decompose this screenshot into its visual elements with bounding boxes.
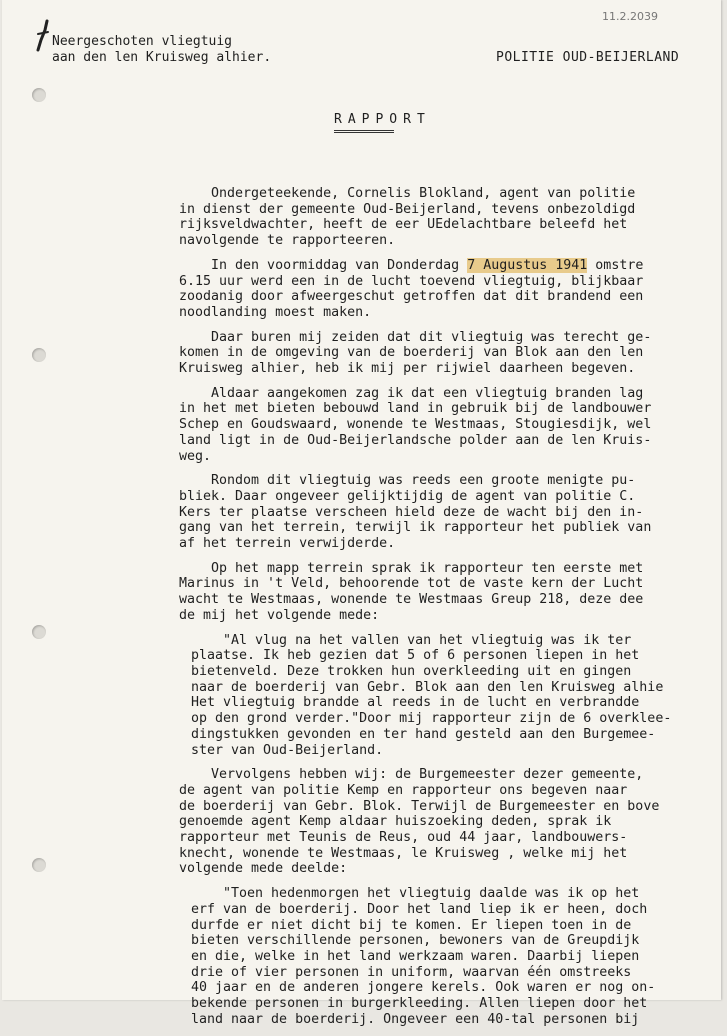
- text-line: bietenveld. Deze trokken hun overkleeding uit en gingen: [191, 663, 632, 679]
- text-line: rijksveldwachter, heeft de eer UEdelachtbare beleefd het: [179, 217, 628, 233]
- text-line: land naar de boerderij. Ongeveer een 40-tal personen bij: [191, 1011, 640, 1027]
- report-paragraph: [179, 561, 699, 624]
- punch-hole: [32, 348, 46, 362]
- text-line: weg.: [179, 448, 212, 464]
- text-line: plaatse. Ik heb gezien dat 5 of 6 personen liepen in het: [191, 648, 640, 664]
- text-line: Het vliegtuig brandde al reeds in de lucht en verbrandde: [191, 695, 640, 711]
- punch-hole: [32, 625, 46, 639]
- highlighted-date: 7 Augustus 1941: [467, 257, 588, 273]
- title-underline: [334, 130, 394, 133]
- text-line: in het met bieten bebouwd land in gebruik bij de landbouwer: [179, 401, 652, 417]
- department-header: POLITIE OUD-BEIJERLAND: [496, 50, 680, 65]
- text-line: rapporteur met Teunis de Reus, oud 44 jaar, landbouwers-: [179, 830, 628, 846]
- report-paragraph: [179, 386, 699, 465]
- report-paragraph: [179, 767, 699, 877]
- report-body: [179, 186, 699, 1036]
- pencil-annotation: 11.2.2039: [602, 10, 658, 23]
- text-line: de mij het volgende mede:: [179, 607, 380, 623]
- text-line: af het terrein verwijderde.: [179, 536, 396, 552]
- text-line: bliek. Daar ongeveer gelijktijdig de agent van politie C.: [179, 488, 636, 504]
- text-line: Ondergeteekende, Cornelis Blokland, agent van politie: [179, 186, 636, 201]
- punch-hole: [32, 858, 46, 872]
- report-paragraph: [179, 330, 699, 377]
- text-line: Op het mapp terrein sprak ik rapporteur ten eerste met: [179, 560, 644, 576]
- text-line: volgende mede deelde:: [179, 861, 348, 877]
- text-line: ster van Oud-Beijerland.: [191, 742, 384, 758]
- text-line: navolgende te rapporteeren.: [179, 233, 396, 249]
- text-line: komen in de omgeving van de boerderij van Blok aan den len: [179, 345, 644, 361]
- text-line: Marinus in 't Veld, behoorende tot de vaste kern der Lucht: [179, 576, 644, 592]
- report-page: [2, 0, 721, 1027]
- text-line: op den grond verder."Door mij rapporteur zijn de 6 overklee-: [191, 711, 672, 727]
- text-line: Aldaar aangekomen zag ik dat een vliegtuig branden lag: [179, 385, 644, 401]
- text-line: drie of vier personen in uniform, waarvan één omstreeks: [191, 964, 632, 980]
- text-line: en die, welke in het land werkzaam waren. Daarbij liepen: [191, 948, 640, 964]
- text-line: dingstukken gevonden en ter hand gesteld aan den Burgemee-: [191, 726, 656, 742]
- text-line: "Toen hedenmorgen het vliegtuig daalde was ik op het: [191, 886, 640, 902]
- text-line: genoemde agent Kemp aldaar huiszoeking deden, sprak ik: [179, 814, 612, 830]
- text-line: knecht, wonende te Westmaas, le Kruisweg , welke mij het: [179, 845, 628, 861]
- text-line: land ligt in de Oud-Beijerlandsche polder aan de len Kruis-: [179, 432, 652, 448]
- text-line: Kruisweg alhier, heb ik mij per rijwiel daarheen begeven.: [179, 361, 636, 377]
- subject-line: Neergeschoten vliegtuig: [52, 34, 233, 49]
- text-line: noodlanding moest maken.: [179, 304, 372, 320]
- text-line: 6.15 uur werd een in de lucht toevend vliegtuig, blijkbaar: [179, 273, 644, 289]
- subject-heading: [52, 34, 271, 66]
- text-line: bekende personen in burgerkleeding. Allen liepen door het: [191, 996, 648, 1012]
- report-paragraph: [179, 258, 699, 321]
- punch-hole: [32, 88, 46, 102]
- text-line: durfde er niet dicht bij te komen. Er liepen toen in de: [191, 917, 632, 933]
- text-line: de agent van politie Kemp en rapporteur ons begeven naar: [179, 782, 628, 798]
- text-line: Vervolgens hebben wij: de Burgemeester dezer gemeente,: [179, 767, 644, 783]
- text-line: gang van het terrein, terwijl ik rapporteur het publiek van: [179, 520, 652, 536]
- text-line: Kers ter plaatse verscheen hield deze de wacht bij den in-: [179, 504, 644, 520]
- text-line: naar de boerderij van Gebr. Blok aan den len Kruisweg alhie: [191, 679, 664, 695]
- report-paragraph: [179, 633, 699, 759]
- report-title: RAPPORT: [334, 112, 431, 127]
- text-line: 40 jaar en de anderen jongere kerels. Ook waren er nog on-: [191, 980, 656, 996]
- report-paragraph: [179, 473, 699, 552]
- text-line: wacht te Westmaas, wonende te Westmaas Greup 218, deze dee: [179, 592, 644, 608]
- handwritten-mark: [35, 20, 51, 52]
- text-line: Rondom dit vliegtuig was reeds een groote menigte pu-: [179, 473, 636, 489]
- report-paragraph: [179, 186, 699, 249]
- report-paragraph: [179, 886, 699, 1027]
- text-line: de boerderij van Gebr. Blok. Terwijl de Burgemeester en bove: [179, 798, 660, 814]
- text-line: in dienst der gemeente Oud-Beijerland, tevens onbezoldigd: [179, 201, 636, 217]
- text-line: erf van de boerderij. Door het land liep ik er heen, doch: [191, 901, 648, 917]
- text-line: bieten verschillende personen, bewoners van de Greupdijk: [191, 933, 640, 949]
- text-line: In den voormiddag van Donderdag 7 Augustus 1941 omstre: [179, 257, 644, 273]
- text-line: "Al vlug na het vallen van het vliegtuig was ik ter: [191, 632, 632, 648]
- text-line: Schep en Goudswaard, wonende te Westmaas, Stougiesdijk, wel: [179, 417, 652, 433]
- text-line: Daar buren mij zeiden dat dit vliegtuig was terecht ge-: [179, 329, 652, 345]
- text-line: zoodanig door afweergeschut getroffen dat dit brandend een: [179, 289, 644, 305]
- subject-line: aan den len Kruisweg alhier.: [52, 50, 272, 65]
